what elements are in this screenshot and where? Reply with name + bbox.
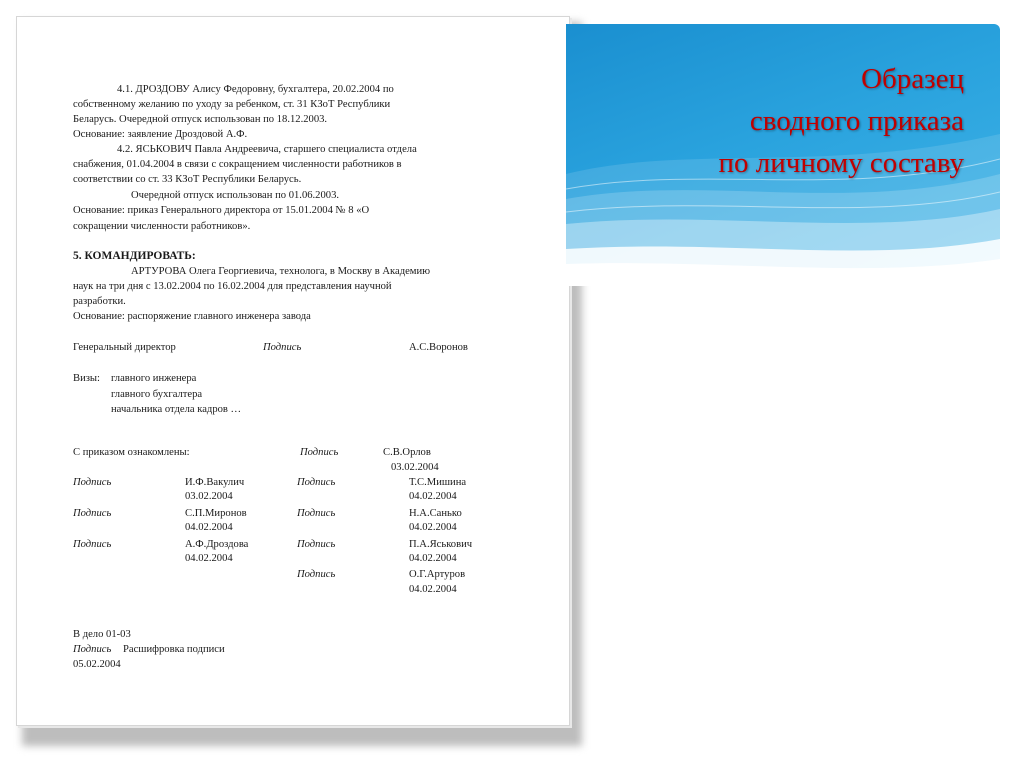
acquainted-label: С приказом ознакомлены: (73, 447, 190, 458)
file-label: В дело 01-03 (73, 629, 131, 640)
doc-line: Очередной отпуск использован по 01.06.2003. (131, 190, 340, 201)
signature-label: Подпись (300, 447, 339, 458)
decode-label: Расшифровка подписи (123, 644, 225, 655)
visa-item: главного инженера (111, 373, 197, 384)
signer-name: О.Г.Артуров (409, 569, 466, 580)
director-label: Генеральный директор (73, 342, 176, 353)
signer-name: П.А.Яськович (409, 539, 473, 550)
signature-label: Подпись (297, 539, 336, 550)
signer-date: 04.02.2004 (409, 584, 457, 595)
signer-name: Н.А.Санько (409, 508, 462, 519)
signature-label: Подпись (73, 508, 112, 519)
doc-line: наук на три дня с 13.02.2004 по 16.02.2004 для представления научной (73, 281, 392, 292)
signer-date: 03.02.2004 (185, 491, 233, 502)
signature-label: Подпись (297, 569, 336, 580)
doc-line: Основание: приказ Генерального директора от 15.01.2004 № 8 «О (73, 205, 370, 216)
doc-line: сокращении численности работников». (73, 221, 251, 232)
file-date: 05.02.2004 (73, 659, 121, 670)
director-name: А.С.Воронов (409, 342, 468, 353)
slide-title (719, 58, 964, 184)
doc-line: АРТУРОВА Олега Георгиевича, технолога, в Москву в Академию (131, 266, 431, 277)
visa-item: главного бухгалтера (111, 389, 203, 400)
doc-line: собственному желанию по уходу за ребенком, ст. 31 КЗоТ Республики (73, 99, 391, 110)
doc-line: 4.2. ЯСЬКОВИЧ Павла Андреевича, старшего специалиста отдела (117, 144, 417, 155)
signature-label: Подпись (297, 508, 336, 519)
signer-name: И.Ф.Вакулич (185, 477, 245, 488)
doc-line: Беларусь. Очередной отпуск использован по 18.12.2003. (73, 114, 328, 125)
slide-title-line: по личному составу (718, 147, 964, 179)
document-page (16, 16, 570, 726)
signature-label: Подпись (297, 477, 336, 488)
slide-title-line: сводного приказа (749, 105, 964, 137)
doc-line: Основание: распоряжение главного инженера завода (73, 311, 311, 322)
doc-line: снабжения, 01.04.2004 в связи с сокращением численности работников в (73, 159, 402, 170)
doc-line: разработки. (73, 296, 126, 307)
signer-date: 03.02.2004 (391, 462, 439, 473)
section-heading: 5. КОМАНДИРОВАТЬ: (73, 250, 196, 262)
signer-date: 04.02.2004 (409, 522, 457, 533)
signer-date: 04.02.2004 (185, 522, 233, 533)
signature-label: Подпись (73, 477, 112, 488)
signer-date: 04.02.2004 (185, 553, 233, 564)
signer-date: 04.02.2004 (409, 491, 457, 502)
signer-name: С.П.Миронов (185, 508, 247, 519)
slide-title-line: Образец (861, 63, 964, 95)
doc-line: соответствии со ст. 33 КЗоТ Республики Беларусь. (73, 174, 302, 185)
signer-name: А.Ф.Дроздова (185, 539, 249, 550)
visa-item: начальника отдела кадров … (111, 404, 242, 415)
signer-name: С.В.Орлов (383, 447, 431, 458)
signature-label: Подпись (73, 539, 112, 550)
signature-label: Подпись (73, 644, 112, 655)
visas-label: Визы: (73, 373, 100, 384)
doc-line: Основание: заявление Дроздовой А.Ф. (73, 129, 248, 140)
doc-line: 4.1. ДРОЗДОВУ Алису Федоровну, бухгалтера, 20.02.2004 по (117, 84, 394, 95)
signer-date: 04.02.2004 (409, 553, 457, 564)
signature-label: Подпись (263, 342, 302, 353)
signer-name: Т.С.Мишина (409, 477, 467, 488)
